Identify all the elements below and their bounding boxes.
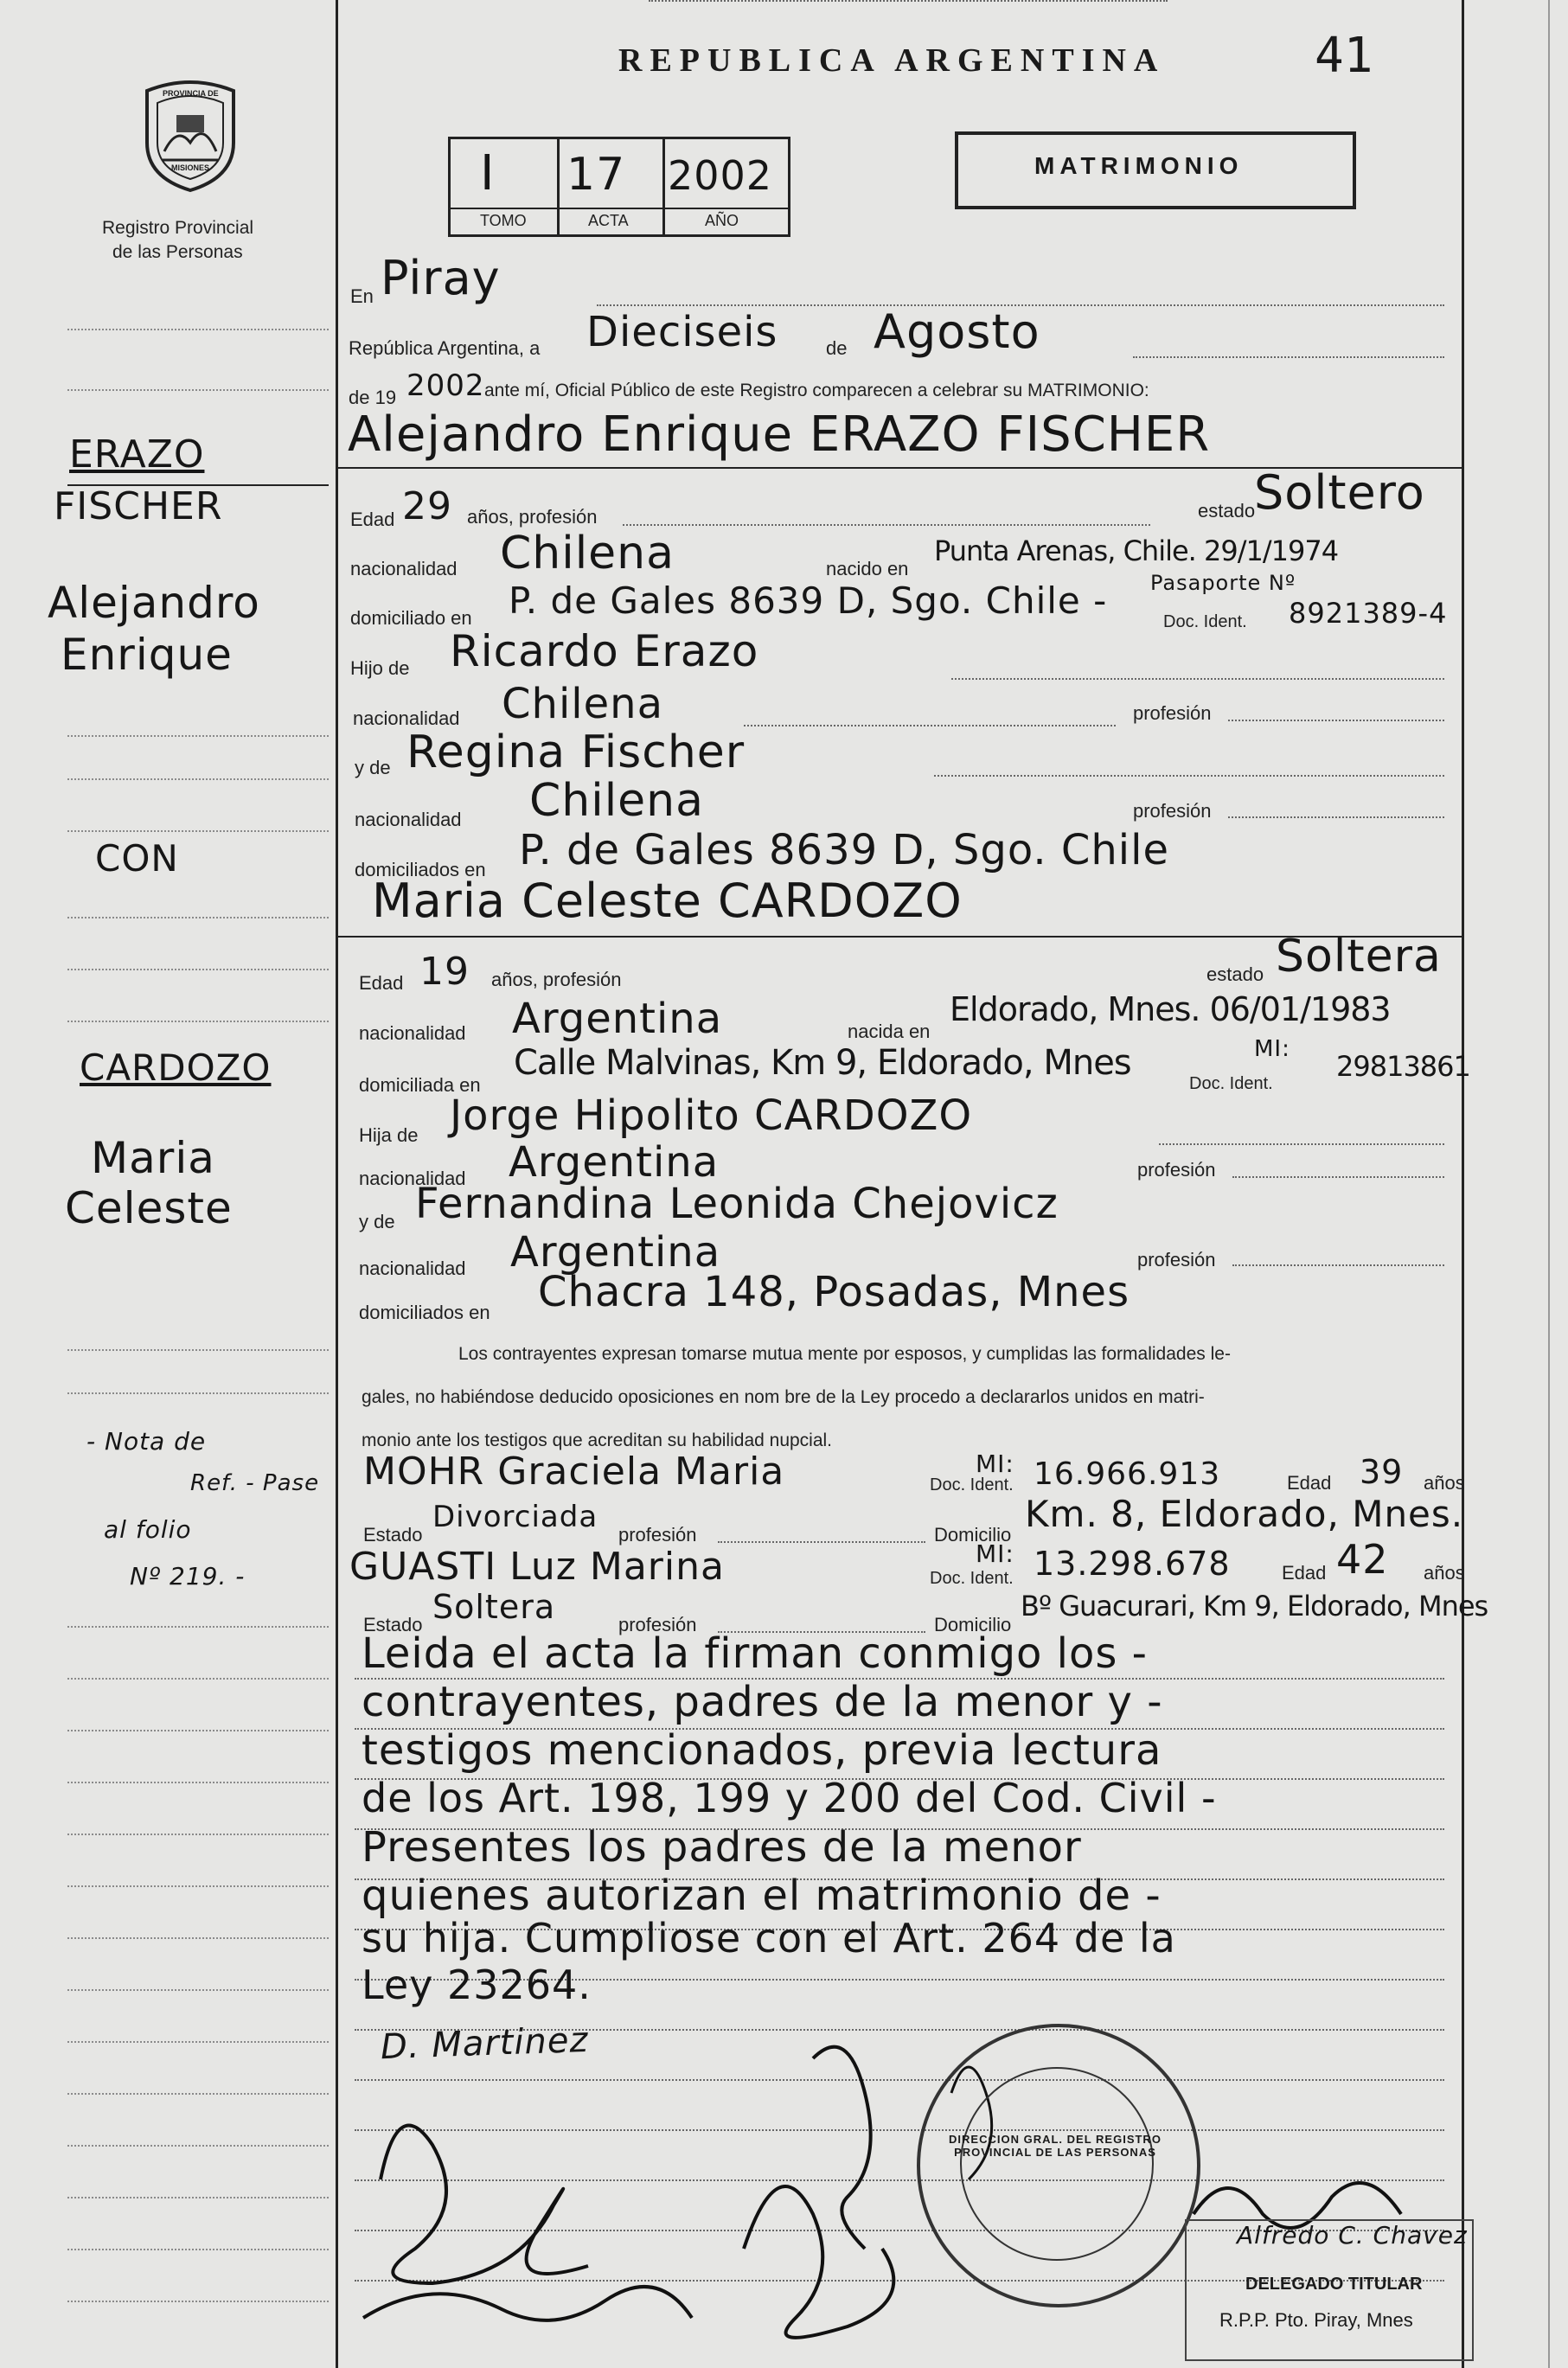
signature-top: D. Martinez: [380, 2019, 590, 2068]
witness1-estado-label: Estado: [363, 1524, 423, 1546]
margin-groom-surname1: ERAZO: [69, 432, 205, 477]
bride-parents-address: Chacra 148, Posadas, Mnes: [538, 1268, 1130, 1316]
bride-hija-label: Hija de: [359, 1124, 419, 1146]
bride-father-prof-label: profesión: [1137, 1159, 1216, 1181]
logo-text-bottom: MISIONES: [171, 163, 210, 172]
groom-nationality: Chilena: [500, 528, 675, 579]
witness1-name: MOHR Graciela Maria: [363, 1450, 785, 1494]
note-line-7: su hija. Cumpliose con el Art. 264 de la: [362, 1915, 1176, 1962]
witness2-estado: Soltera: [432, 1588, 556, 1626]
groom-mother-prof-label: profesión: [1133, 800, 1212, 822]
groom-doc-number: 8921389-4: [1289, 597, 1448, 630]
bride-parents-dom-label: domiciliados en: [359, 1302, 490, 1323]
stamp-title: DELEGADO TITULAR: [1245, 2275, 1423, 2294]
record-box-col2: [662, 137, 665, 234]
day: Dieciseis: [586, 308, 778, 356]
tomo-label: TOMO: [480, 212, 527, 229]
groom-edad-label: Edad: [350, 509, 395, 530]
groom-birth: Punta Arenas, Chile. 29/1/1974: [934, 534, 1339, 567]
page-number: 41: [1315, 28, 1373, 84]
note-line-6: quienes autorizan el matrimonio de -: [362, 1872, 1162, 1920]
en-label: En: [350, 285, 374, 307]
groom-yde-label: y de: [355, 757, 391, 778]
note-line-2: contrayentes, padres de la menor y -: [362, 1678, 1163, 1726]
bride-dom-label: domiciliada en: [359, 1074, 481, 1096]
republica-label: República Argentina, a: [349, 337, 541, 359]
bride-birth: Eldorado, Mnes. 06/01/1983: [950, 990, 1391, 1028]
note-line-8: Ley 23264.: [362, 1962, 592, 2008]
bride-father-nat-label: nacionalidad: [359, 1168, 466, 1189]
acta-value: 17: [566, 149, 626, 201]
witness1-doc-type: MI:: [976, 1450, 1014, 1478]
right-border-line: [1462, 0, 1464, 2368]
bride-edad-label: Edad: [359, 972, 404, 994]
groom-parents-dom-label: domiciliados en: [355, 859, 486, 880]
groom-parents-address: P. de Gales 8639 D, Sgo. Chile: [519, 826, 1169, 874]
logo-text-top: PROVINCIA DE: [163, 89, 219, 98]
declaration-line1: Los contrayentes expresan tomarse mutua mente por esposos, y cumplidas las formalidades le-: [458, 1344, 1231, 1364]
groom-mother: Regina Fischer: [406, 726, 746, 778]
bride-mother-nat: Argentina: [510, 1228, 721, 1277]
city: Piray: [381, 251, 501, 305]
year-value: 2002: [406, 368, 485, 403]
month: Agosto: [874, 304, 1040, 359]
bride-father-nat: Argentina: [509, 1138, 720, 1187]
declaration-line3: monio ante los testigos que acreditan su habilidad nupcial.: [362, 1430, 833, 1450]
ano-value: 2002: [668, 152, 773, 199]
margin-con: CON: [95, 837, 179, 880]
country-title: REPUBLICA ARGENTINA: [618, 42, 1166, 79]
groom-name: Alejandro Enrique ERAZO FISCHER: [348, 406, 1211, 463]
margin-note-2: Ref. - Pase: [190, 1470, 320, 1496]
witness2-estado-label: Estado: [363, 1614, 423, 1635]
bride-name: Maria Celeste CARDOZO: [372, 874, 963, 928]
acta-label: ACTA: [588, 212, 629, 229]
groom-age: 29: [402, 484, 452, 528]
witness1-edad-label: Edad: [1287, 1472, 1332, 1494]
bride-doc-number: 29813861: [1336, 1050, 1470, 1083]
margin-bride-given1: Maria: [91, 1133, 215, 1183]
registry-logo: [138, 74, 242, 195]
bride-nat-label: nacionalidad: [359, 1022, 466, 1044]
intro-text: ante mí, Oficial Público de este Registro comparecen a celebrar su MATRIMONIO:: [484, 381, 1149, 400]
record-box-col1: [557, 137, 560, 234]
seal-text: DIRECCION GRAL. DEL REGISTRO PROVINCIAL DE LAS PERSONAS: [949, 2133, 1162, 2159]
note-line-4: de los Art. 198, 199 y 200 del Cod. Civil -: [362, 1775, 1217, 1821]
bride-yde-label: y de: [359, 1211, 395, 1232]
registry-name-line2: de las Personas: [112, 242, 243, 262]
de-label: de: [826, 337, 848, 359]
margin-note-3: al folio: [104, 1515, 192, 1544]
margin-groom-given1: Alejandro: [48, 578, 260, 628]
note-line-3: testigos mencionados, previa lectura: [362, 1726, 1162, 1775]
groom-father-prof-label: profesión: [1133, 702, 1212, 724]
groom-doc-type: Pasaporte Nº: [1150, 571, 1296, 595]
witness2-name: GUASTI Luz Marina: [349, 1545, 725, 1589]
record-box-divider: [451, 208, 788, 209]
bride-estado-label: estado: [1206, 963, 1264, 985]
bride-doc-type: MI:: [1254, 1036, 1290, 1062]
witness1-estado: Divorciada: [432, 1500, 598, 1534]
margin-groom-surname2: FISCHER: [54, 484, 223, 528]
groom-address: P. de Gales 8639 D, Sgo. Chile -: [509, 579, 1108, 622]
groom-father: Ricardo Erazo: [450, 626, 759, 676]
stamp-office: R.P.P. Pto. Piray, Mnes: [1219, 2309, 1413, 2331]
margin-bride-given2: Celeste: [65, 1183, 233, 1233]
witness1-profesion-label: profesión: [618, 1524, 697, 1546]
year-prefix: de 19: [349, 387, 397, 408]
margin-bride-surname: CARDOZO: [80, 1046, 272, 1089]
groom-dom-label: domiciliado en: [350, 607, 472, 629]
note-line-5: Presentes los padres de la menor: [362, 1823, 1082, 1872]
stamp-signature: Alfredo C. Chavez: [1237, 2221, 1468, 2250]
bride-nationality: Argentina: [512, 995, 723, 1043]
witness1-domicilio-label: Domicilio: [934, 1524, 1012, 1546]
bride-father: Jorge Hipolito CARDOZO: [450, 1091, 973, 1140]
bride-nacida-label: nacida en: [848, 1021, 931, 1042]
witness1-age: 39: [1360, 1453, 1404, 1491]
bride-mother-prof-label: profesión: [1137, 1249, 1216, 1270]
far-right-line: [1548, 0, 1550, 2368]
witness1-address: Km. 8, Eldorado, Mnes.: [1025, 1493, 1464, 1535]
witness2-profesion-label: profesión: [618, 1614, 697, 1635]
ano-label: AÑO: [705, 212, 739, 229]
witness2-edad-label: Edad: [1282, 1562, 1327, 1584]
witness2-doc-label: Doc. Ident.: [930, 1569, 1014, 1588]
groom-anos-profesion: años, profesión: [467, 506, 598, 528]
note-line-1: Leida el acta la firman conmigo los -: [362, 1629, 1148, 1678]
groom-doc-label: Doc. Ident.: [1163, 612, 1247, 631]
groom-hijo-label: Hijo de: [350, 657, 410, 679]
margin-groom-given2: Enrique: [61, 630, 233, 680]
groom-estado-label: estado: [1198, 500, 1256, 522]
witness1-doc: 16.966.913: [1034, 1456, 1221, 1492]
witness2-address: Bº Guacurari, Km 9, Eldorado, Mnes: [1021, 1590, 1488, 1622]
bride-mother: Fernandina Leonida Chejovicz: [415, 1180, 1059, 1228]
bride-age: 19: [419, 950, 470, 994]
bride-anos-profesion: años, profesión: [491, 969, 622, 990]
registry-name-line1: Registro Provincial: [102, 218, 254, 238]
witness1-doc-label: Doc. Ident.: [930, 1475, 1014, 1494]
witness2-age: 42: [1336, 1536, 1389, 1583]
bride-mother-nat-label: nacionalidad: [359, 1258, 466, 1279]
groom-nacido-label: nacido en: [826, 558, 909, 579]
margin-note-1: - Nota de: [86, 1427, 207, 1456]
bride-estado: Soltera: [1276, 931, 1442, 982]
bride-doc-label: Doc. Ident.: [1189, 1074, 1273, 1093]
tomo-value: I: [480, 145, 496, 202]
witness2-doc: 13.298.678: [1034, 1545, 1231, 1583]
groom-mother-nat: Chilena: [529, 775, 704, 827]
groom-mother-nat-label: nacionalidad: [355, 809, 462, 830]
groom-father-nat: Chilena: [502, 680, 663, 728]
declaration-line2: gales, no habiéndose deducido oposiciones en nom bre de la Ley procedo a declararlos unidos en matri-: [362, 1387, 1205, 1407]
witness2-anos-label: años: [1424, 1562, 1465, 1584]
witness2-domicilio-label: Domicilio: [934, 1614, 1012, 1635]
groom-father-nat-label: nacionalidad: [353, 707, 460, 729]
official-seal-inner: [960, 2067, 1154, 2261]
witness1-anos-label: años: [1424, 1472, 1465, 1494]
groom-estado: Soltero: [1254, 465, 1425, 520]
bride-address: Calle Malvinas, Km 9, Eldorado, Mnes: [514, 1043, 1131, 1083]
act-type: MATRIMONIO: [1034, 152, 1244, 179]
margin-note-4: Nº 219. -: [130, 1562, 246, 1590]
groom-nat-label: nacionalidad: [350, 558, 458, 579]
witness2-doc-type: MI:: [976, 1539, 1014, 1568]
